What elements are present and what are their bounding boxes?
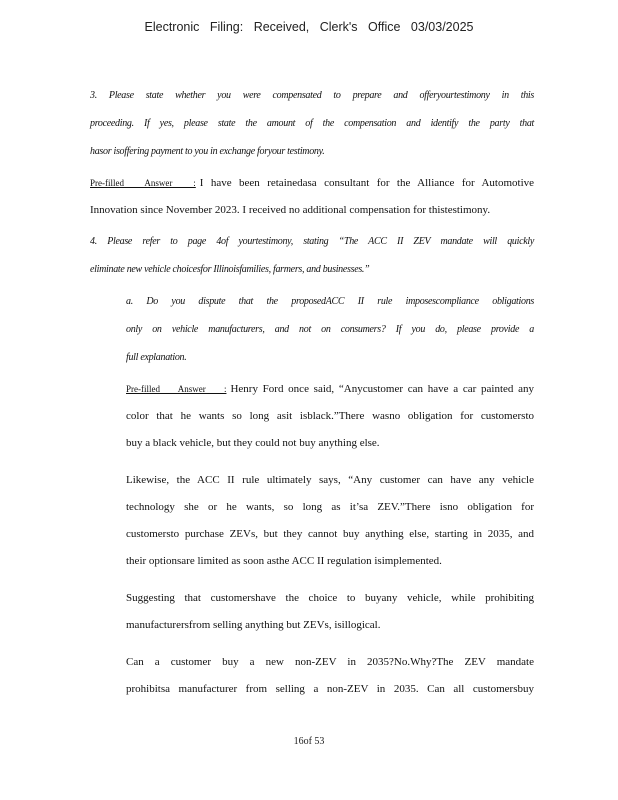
page-number: 16of 53 bbox=[293, 736, 325, 747]
answer-line: buy a black vehicle, but they could not buy anything else. bbox=[126, 437, 380, 449]
answer-line: Can a customer buy a new non-ZEV in 2035?No.Why?The ZEV mandate bbox=[126, 656, 534, 668]
answer-line bbox=[126, 376, 534, 403]
answer-line: manufacturersfrom selling anything but ZEVs, isillogical. bbox=[126, 619, 381, 631]
question-line: hasor isoffering payment to you in exchange foryour testimony. bbox=[90, 146, 325, 157]
question-line: proceeding. If yes, please state the amount of the compensation and identify the party that bbox=[90, 118, 534, 129]
answer-paragraph bbox=[126, 467, 534, 575]
answer-text: Henry Ford once said, “Anycustomer can have a car painted any bbox=[230, 383, 535, 395]
question-line: a. Do you dispute that the proposedACC II rule imposescompliance obligations bbox=[126, 296, 534, 307]
answer-line: color that he wants so long asit isblack.”There wasno obligation for customersto bbox=[126, 410, 534, 422]
answer-line: Likewise, the ACC II rule ultimately says, “Any customer can have any vehicle bbox=[126, 474, 534, 486]
answer-line: prohibitsa manufacturer from selling a non-ZEV in 2035. Can all customersbuy bbox=[126, 683, 534, 695]
answer-line: Innovation since November 2023. I received no additional compensation for thistestimony. bbox=[90, 204, 491, 216]
answer-line: their optionsare limited as soon asthe ACC II regulation isimplemented. bbox=[126, 555, 442, 567]
answer-3 bbox=[90, 170, 534, 224]
filing-header: Electronic Filing: Received, Clerk's Office 03/03/2025 bbox=[144, 20, 474, 34]
question-3 bbox=[90, 82, 534, 166]
answer-paragraph bbox=[126, 649, 534, 703]
question-line: full explanation. bbox=[126, 352, 187, 363]
answer-label: Pre-filled Answer : bbox=[126, 384, 227, 394]
answer-line: customersto purchase ZEVs, but they cannot buy anything else, starting in 2035, and bbox=[126, 528, 534, 540]
answer-paragraph bbox=[126, 585, 534, 639]
answer-line: technology she or he wants, so long as it’sa ZEV.”There isno obligation for bbox=[126, 501, 534, 513]
question-line: 4. Please refer to page 4of yourtestimony, stating “The ACC II ZEV mandate will quickly bbox=[90, 236, 534, 247]
question-line: only on vehicle manufacturers, and not on consumers? If you do, please provide a bbox=[126, 324, 534, 335]
answer-4a bbox=[126, 376, 534, 703]
question-4a bbox=[126, 288, 534, 372]
answer-label: Pre-filled Answer : bbox=[90, 178, 196, 188]
question-line: 3. Please state whether you were compensated to prepare and offeryourtestimony in this bbox=[90, 90, 534, 101]
document-body bbox=[90, 82, 534, 703]
question-line: eliminate new vehicle choicesfor Illinoisfamilies, farmers, and businesses.” bbox=[90, 264, 370, 275]
answer-line bbox=[90, 170, 534, 197]
answer-text: I have been retainedasa consultant for the Alliance for Automotive bbox=[199, 177, 535, 189]
answer-line: Suggesting that customershave the choice to buyany vehicle, while prohibiting bbox=[126, 592, 534, 604]
question-4 bbox=[90, 228, 534, 284]
